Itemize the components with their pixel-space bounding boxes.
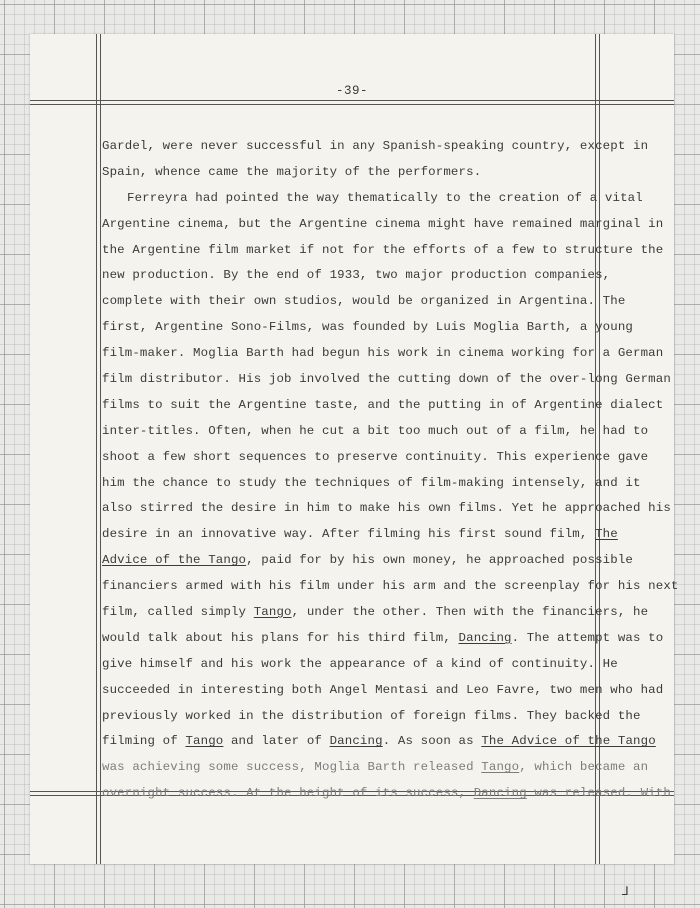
text-run: was achieving some success, Moglia Barth released — [102, 760, 482, 775]
text-run: film distributor. His job involved the cutting down of the over-long German — [102, 372, 671, 387]
text-run: filming of — [102, 734, 186, 749]
underlined-title: The Advice of the Tango — [481, 734, 656, 749]
text-line — [102, 652, 622, 678]
text-run: was released. With — [526, 786, 671, 801]
text-run: first, Argentine Sono-Films, was founded by Luis Moglia Barth, a young — [102, 320, 633, 335]
text-run: shoot a few short sequences to preserve continuity. This experience gave — [102, 449, 649, 464]
text-run: Spain, whence came the majority of the performers. — [102, 164, 482, 179]
text-line — [102, 548, 634, 574]
underlined-title: Tango — [481, 760, 520, 775]
document-page — [30, 34, 679, 864]
corner-mark: ⅃ — [622, 884, 629, 898]
text-run: complete with their own studios, would be organized in Argentina. The — [102, 294, 626, 309]
text-run: inter-titles. Often, when he cut a bit too much out of a film, he had to — [102, 423, 649, 438]
text-line — [102, 704, 641, 730]
text-line — [102, 522, 622, 548]
text-run: give himself and his work the appearance of a kind of continuity. He — [102, 656, 618, 671]
text-line — [102, 341, 664, 367]
text-run: film, called simply — [102, 605, 254, 620]
text-run: succeeded in interesting both Angel Mentasi and Leo Favre, two men who had — [102, 682, 664, 697]
text-run: , which became an — [519, 760, 649, 775]
text-run: film-maker. Moglia Barth had begun his work in cinema working for a German — [102, 346, 664, 361]
text-run: the Argentine film market if not for the efforts of a few to structure the — [102, 242, 664, 257]
text-run: Ferreyra had pointed the way thematically to the creation of a vital — [127, 190, 643, 205]
underlined-title: Dancing — [473, 786, 527, 801]
text-line — [102, 367, 671, 393]
top-rule-double — [30, 104, 674, 105]
underlined-title: Dancing — [458, 630, 512, 645]
text-run: previously worked in the distribution of foreign films. They backed the — [102, 708, 641, 723]
text-line — [102, 781, 671, 807]
text-line — [102, 755, 649, 781]
text-run: Gardel, were never successful in any Spanish-speaking country, except in — [102, 139, 649, 153]
text-line — [102, 678, 664, 704]
text-line — [102, 574, 679, 600]
text-run: overnight success. At the height of its success, — [102, 786, 474, 801]
underlined-title: Dancing — [329, 734, 383, 749]
text-line — [102, 419, 649, 445]
text-run: would talk about his plans for his third film, — [102, 630, 459, 645]
left-margin-rule — [96, 34, 97, 864]
underlined-title: The — [595, 527, 618, 542]
text-run: and later of — [223, 734, 330, 749]
text-run: films to suit the Argentine taste, and the putting in of Argentine dialect — [102, 397, 664, 412]
page-number: -39- — [335, 84, 368, 98]
text-line — [102, 471, 641, 497]
text-run: also stirred the desire in him to make his own films. Yet he approached his — [102, 501, 671, 516]
text-line — [102, 134, 649, 160]
text-line — [102, 729, 656, 755]
text-run: desire in an innovative way. After filming his first sound film, — [102, 527, 596, 542]
text-run: , paid for by his own money, he approached possible — [246, 553, 634, 568]
text-run: new production. By the end of 1933, two major production companies, — [102, 268, 611, 283]
text-line — [102, 393, 664, 419]
text-run: , under the other. Then with the financiers, he — [291, 605, 649, 620]
text-line — [102, 289, 626, 315]
text-line — [102, 212, 664, 238]
underlined-title: Tango — [253, 605, 292, 620]
text-line — [102, 160, 622, 186]
text-line — [102, 238, 664, 264]
text-line — [102, 626, 664, 652]
text-run: Argentine cinema, but the Argentine cinema might have remained marginal in — [102, 216, 664, 231]
top-rule — [30, 100, 674, 101]
text-run: . The attempt was to — [511, 630, 664, 645]
text-line — [102, 263, 622, 289]
underlined-title: Advice of the Tango — [102, 553, 247, 568]
text-line — [102, 600, 649, 626]
text-line — [102, 496, 671, 522]
body-text — [102, 134, 679, 807]
underlined-title: Tango — [185, 734, 224, 749]
text-run: him the chance to study the techniques of film-making intensely, and it — [102, 475, 641, 490]
text-run: . As soon as — [382, 734, 482, 749]
text-line — [102, 445, 649, 471]
text-line — [102, 315, 633, 341]
left-margin-rule-double — [100, 34, 101, 864]
text-line — [102, 186, 643, 212]
text-run: financiers armed with his film under his arm and the screenplay for his next — [102, 579, 679, 594]
